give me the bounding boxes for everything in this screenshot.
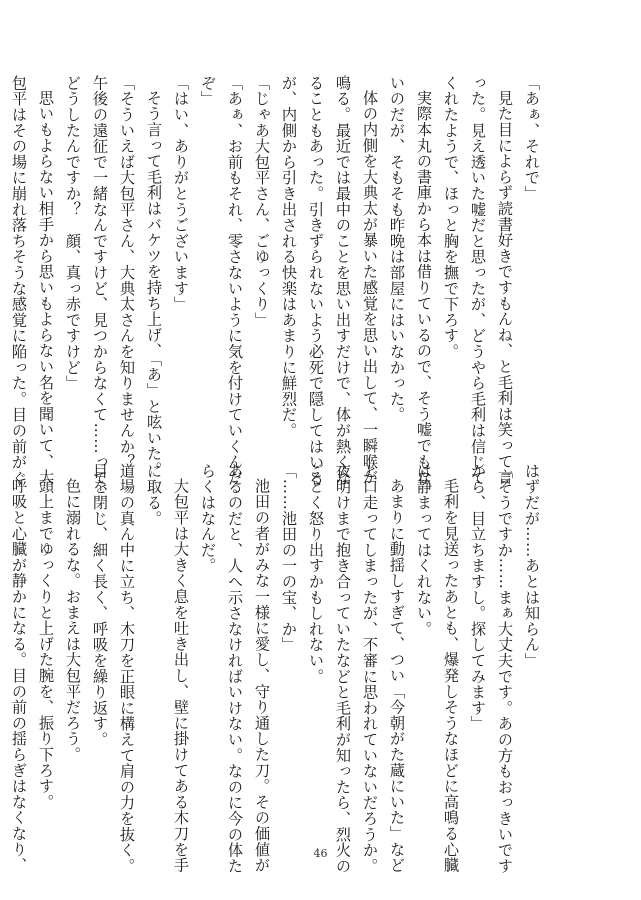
text-line: から、目立ちますし。探してみます」 bbox=[469, 463, 487, 732]
text-line: が、内側から引き出される快楽はあまりに鮮烈だ。 bbox=[280, 75, 298, 439]
text-line: ぞ」 bbox=[199, 75, 217, 107]
text-line: に取る。 bbox=[145, 463, 163, 527]
text-line: 体の内側を大典太が暴いた感覚を思い出して、一瞬喉が bbox=[361, 90, 379, 486]
text-line: 目を閉じ、細く長く、呼吸を繰り返す。 bbox=[91, 463, 109, 748]
text-line: 頭上までゆっくりと上げた腕を、振り下ろす。 bbox=[37, 478, 55, 810]
text-line: いのだが、そもそも昨晩は部屋にはいなかった。 bbox=[388, 75, 406, 423]
text-line: 包平はその場に崩れ落ちそうな感覚に陥った。目の前がぐ bbox=[10, 75, 28, 486]
text-line: 見た目によらず読書好きですもんね、と毛利は笑って言 bbox=[496, 90, 514, 486]
text-line: 「そういえば大包平さん、大典太さんを知りませんか？ bbox=[118, 75, 136, 470]
text-line: ることもあった。引きずられないよう必死で隠してはいる bbox=[307, 75, 325, 486]
text-line: あまりに動揺しすぎて、つい「今朝がた蔵にいた」など bbox=[388, 478, 406, 874]
text-line: った。見え透いた嘘だと思ったが、どうやら毛利は信じて bbox=[469, 75, 487, 486]
text-line: らくはなんだ。 bbox=[199, 463, 217, 574]
text-line: 池田の者がみな一様に愛し、守り通した刀。その価値が bbox=[253, 478, 271, 874]
text-line: そう言って毛利はバケツを持ち上げ、「あ」と呟いた。 bbox=[145, 90, 163, 478]
text-line: くれたようで、ほっと胸を撫で下ろす。 bbox=[442, 75, 460, 360]
text-line: はずだが……あとは知らん」 bbox=[523, 463, 541, 669]
text-line: 毛利を見送ったあとも、爆発しそうなほどに高鳴る心臓 bbox=[442, 478, 460, 874]
text-line: どうしたんですか？ 顔、真っ赤ですけど」 bbox=[64, 75, 82, 391]
text-line: 「じゃあ大包平さん、ごゆっくり」 bbox=[253, 75, 271, 328]
text-line: は静まってはくれない。 bbox=[415, 463, 433, 637]
text-line: 鳴る。最近では最中のことを思い出すだけで、体が熱くな bbox=[334, 75, 352, 486]
text-line: 呼吸と心臓が静かになる。目の前の揺らぎはなくなり、 bbox=[10, 478, 28, 874]
text-line: 「そうですか……まぁ大丈夫です。あの方もおっきいです bbox=[496, 463, 514, 874]
text-line: 色に溺れるな。おまえは大包平だろう。 bbox=[64, 478, 82, 763]
text-line: 午後の遠征で一緒なんですけど、見つからなくて……って、 bbox=[91, 75, 109, 502]
text-line: 「……池田の一の宝、か」 bbox=[280, 463, 298, 653]
text-line: 大包平は大きく息を吐き出し、壁に掛けてある木刀を手 bbox=[172, 478, 190, 874]
text-line: 実際本丸の書庫から本は借りているので、そう嘘でもな bbox=[415, 90, 433, 486]
text-line: 思いもよらない相手から思いもよらない名を聞いて、大 bbox=[37, 90, 55, 486]
text-line: 夜明けまで抱き合っていたなどと毛利が知ったら、烈火の bbox=[334, 463, 352, 874]
text-line: ごとく怒り出すかもしれない。 bbox=[307, 463, 325, 685]
text-line: あるのだと、人へ示さなければいけない。なのに今の体た bbox=[226, 463, 244, 874]
text-line: と口走ってしまったが、不審に思われていないだろうか。 bbox=[361, 463, 379, 874]
page-number: 46 bbox=[313, 847, 328, 860]
text-line: 「あぁ、それで」 bbox=[523, 75, 541, 202]
text-line: 「あぁ、お前もそれ、零さないように気を付けていくんだ bbox=[226, 75, 244, 486]
text-line: 「はい、ありがとうございます」 bbox=[172, 75, 190, 312]
text-line: 道場の真ん中に立ち、木刀を正眼に構えて肩の力を抜く。 bbox=[118, 463, 136, 874]
